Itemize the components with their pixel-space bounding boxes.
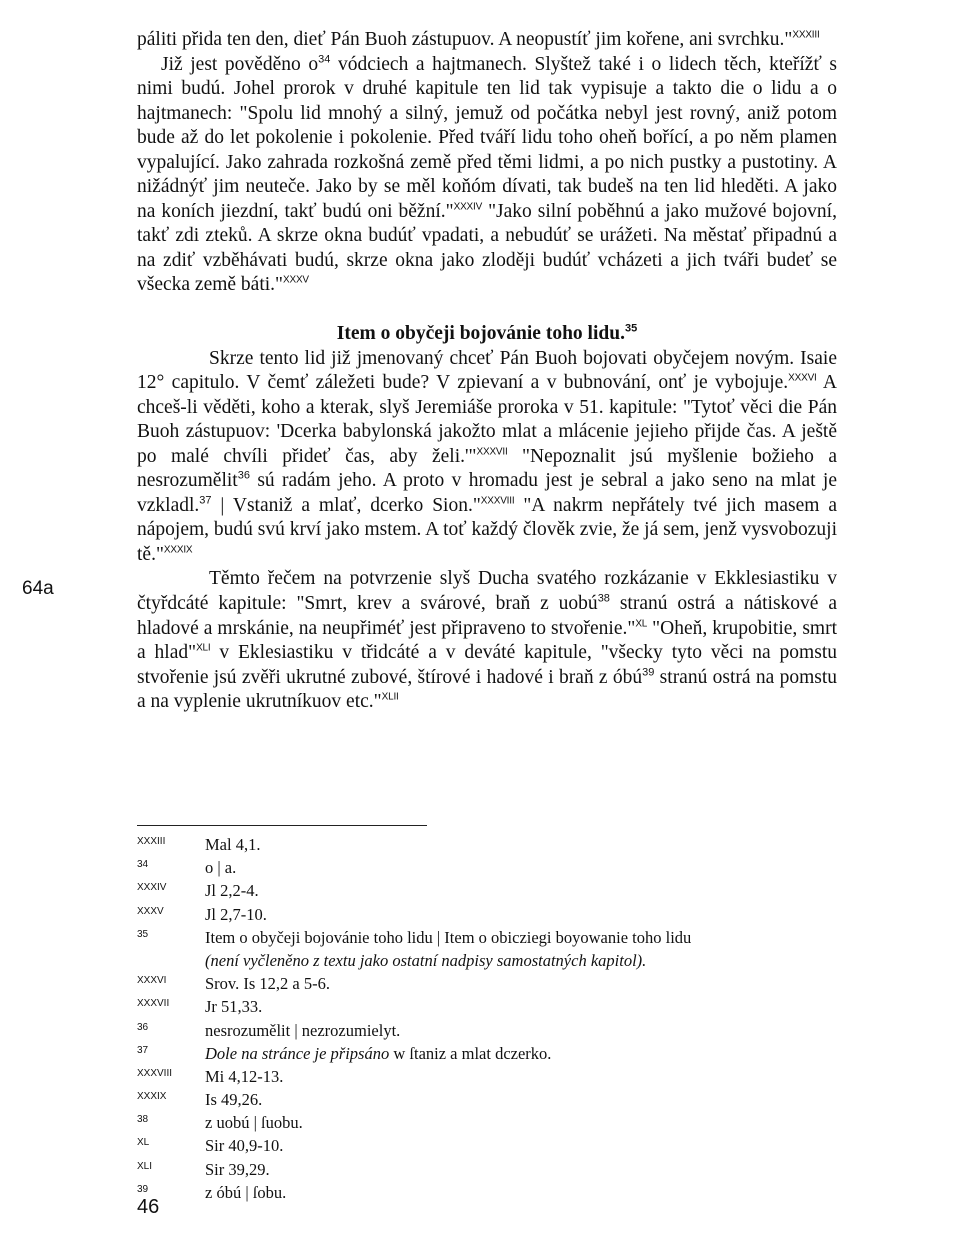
footnote-key: XXXIX <box>137 1091 167 1103</box>
footnote-row <box>137 1065 837 1088</box>
footnote-italic: Dole na stránce je připsáno <box>205 1043 390 1063</box>
footnote-row <box>137 995 837 1018</box>
footnote-row <box>137 1088 837 1111</box>
footnote-text: Mal 4,1. <box>205 835 261 854</box>
paragraph-4: Těmto řečem na potvrzenie slyš Ducha svatého rozkázanie v Ekklesiastiku v čtyřdcáté kapitule: "Smrt, krev a svárové, braň z uobú$^{38}$ stranú ostrá a nátiskové a hladové a mrskánie, na neupřiméť jest připraveno to stvořenie."$^{XL}$ "Oheň, krupobitie, smrt a hlad"$^{XLI}$ v Eklesiastiku v třidcáté a v deváté kapitule, "všecky tyto věci na pomstu stvořenie jsú zvěři ukrutné zubové, štírové i hadové i braň z óbú$^{39}$ stranú ostrá na pomstu a na vyplenie ukrutníkuov etc."$^{XLII}$ <box>137 568 837 713</box>
footnote-text: z óbú | ſobu. <box>205 1182 287 1202</box>
footnote-row <box>137 1158 837 1181</box>
footnote-row <box>137 949 837 972</box>
footnote-row <box>137 833 837 856</box>
paragraph-3: Skrze tento lid již jmenovaný chceť Pán Buoh bojovati obyčejem novým. Isaie 12° capitulo. V čemť záležeti bude? V zpievaní a v bubnování, onť je vybojuje.$^{XXXVI}$ A chceš-li věděti, koho a kterak, slyš Jeremiáše proroka v 51. kapitule: "Tytoť věci die Pán Buoh zástupuov: 'Dcerka babylonská jakožto mlat a mlácenie jejieho přijde čas. A ještě po malé chvíli přideť čas, aby želi.'"$^{XXXVII}$ "Nepoznalit jsú myšlenie božieho a nesrozumělit$^{36}$ sú radám jeho. A proto v hromadu jest je sebral a jako seno na mlat je vzkladl.$^{37}$ | Vstaniž a mlať, dcerko Sion."$^{XXXVIII}$ "A nakrm nepřátely tvé jich masem a nápojem, budú svú krví jako mstem. A toť každý člověk zvie, že já sem, jenž vysvobozuji tě."$^{XXXIX}$ <box>137 347 838 565</box>
footnote-row <box>137 903 837 926</box>
footnote-text <box>205 949 837 972</box>
footnote-text: Jr 51,33. <box>205 997 263 1017</box>
footnote-marker[interactable]: XXXVII <box>476 446 508 458</box>
footnote-key: XXXVIII <box>137 1067 173 1079</box>
footnote-key: 39 <box>137 1183 149 1195</box>
footnote-marker[interactable]: XXXVIII <box>480 495 515 507</box>
footnote-text: Srov. Is 12,2 a 5-6. <box>205 974 330 994</box>
footnote-row <box>137 856 837 879</box>
footnote-text: Jl 2,7-10. <box>205 904 267 924</box>
footnote-row <box>137 879 837 902</box>
footnote-key: XXXVI <box>137 975 167 987</box>
footnote-text: nesrozumělit | nezrozumielyt. <box>205 1020 401 1040</box>
footnote-marker[interactable]: 34 <box>318 53 331 66</box>
page-number: 46 <box>137 1196 160 1218</box>
footnote-key: XXXVII <box>137 998 170 1010</box>
footnote-marker[interactable]: XXXV <box>283 274 309 286</box>
main-text <box>137 28 837 715</box>
footnote-key: XXXIII <box>137 836 166 847</box>
footnote-marker[interactable]: 36 <box>237 469 250 482</box>
footnote-key: XLI <box>137 1160 153 1172</box>
footnote-marker[interactable]: XLII <box>381 691 399 703</box>
footnote-text: Mi 4,12-13. <box>205 1066 284 1086</box>
footnote-marker[interactable]: XXXIX <box>163 544 193 556</box>
footnote-key: 37 <box>137 1044 149 1056</box>
paragraph-1: páliti přida ten den, dieť Pán Buoh zástupuov. A neopustíť jim kořene, ani svrchku."$^{XXXIII}$ <box>137 29 820 50</box>
footnote-marker[interactable]: XL <box>635 618 648 630</box>
footnote-marker[interactable]: 39 <box>642 666 655 679</box>
footnote-text: Jl 2,2-4. <box>205 881 259 901</box>
footnote-marker[interactable]: 38 <box>597 592 610 605</box>
footnote-key: 35 <box>137 928 149 940</box>
footnote-row <box>137 1111 837 1134</box>
footnotes <box>137 833 837 1204</box>
footnote-marker[interactable]: XXXIV <box>453 201 483 213</box>
footnote-key: 34 <box>137 859 149 871</box>
footnote-key: 36 <box>137 1021 149 1033</box>
footnote-row <box>137 1134 837 1157</box>
footnote-row <box>137 926 837 949</box>
footnote-marker[interactable]: 37 <box>199 494 212 507</box>
paragraph-2: Již jest pověděno o$^{34}$ vódciech a hajtmanech. Slyštež také i o lidech těch, kteřížť s nimi budú. Johel prorok v druhé kapitule ten lid tak vypisuje a takto die o lidu a o hajtmanech: "Spolu lid mnohý a silný, jemuž od počátka nebyl jest rovný, aniž potom bude až do let pokolenie i pokolenie. Před tváří lidu toho oheň bořící, a po něm plamen vypalující. Jako zahrada rozkošná země před těmi lidmi, a po nich pustky a pustotiny. A nižádnýť jim neuteče. Jako by se měl koňóm dívati, tak budeš na ten lid hleděti. A jako na koních jiezdní, takť budú oni běžní."$^{XXXIV}$ "Jako silní poběhnú a jako mužové bojovní, takť zdi zteků. A skrze okna budúť vpadati, a nebudúť se urážeti. Na městať připadnú a na zdiť vzběhávati budú, skrze okna jako zloději budúť vcházeti a jich tváři budeť se všecka země báti."$^{XXXV}$ <box>137 53 837 296</box>
footnote-marker[interactable]: XXXIII <box>792 29 820 41</box>
footnote-text: Sir 39,29. <box>205 1159 270 1179</box>
footnote-text: Item o obyčeji bojovánie toho lidu | Item o obicziegi boyowanie toho lidu <box>205 927 692 947</box>
footnote-divider <box>137 825 427 826</box>
footnote-row <box>137 972 837 995</box>
footnote-text: Is 49,26. <box>205 1090 263 1110</box>
footnote-row <box>137 1042 837 1065</box>
footnote-italic: (není vyčleněno z textu jako ostatní nadpisy samostatných kapitol). <box>205 950 647 970</box>
footnote-key: 38 <box>137 1114 149 1126</box>
footnote-key: XXXV <box>137 905 164 917</box>
footnote-marker[interactable]: 35 <box>624 322 638 335</box>
footnote-marker[interactable]: XXXVI <box>788 372 817 384</box>
footnote-key: XXXIV <box>137 882 167 894</box>
footnote-key <box>137 946 205 969</box>
footnote-text: Sir 40,9-10. <box>205 1136 284 1156</box>
footnote-marker[interactable]: XLI <box>196 642 211 654</box>
footnote-text: o | a. <box>205 858 237 878</box>
footnote-key: XL <box>137 1137 150 1149</box>
margin-folio: 64a <box>22 578 54 599</box>
footnote-row <box>137 1181 837 1204</box>
footnote-row <box>137 1019 837 1042</box>
footnote-text: z uobú | ſuobu. <box>205 1113 303 1133</box>
section-heading: Item o obyčeji bojovánie toho lidu.$^{35}$ <box>336 322 638 345</box>
footnote-text: Dole na stránce je připsáno w ſtaniz a mlat dczerko. <box>205 1043 552 1063</box>
